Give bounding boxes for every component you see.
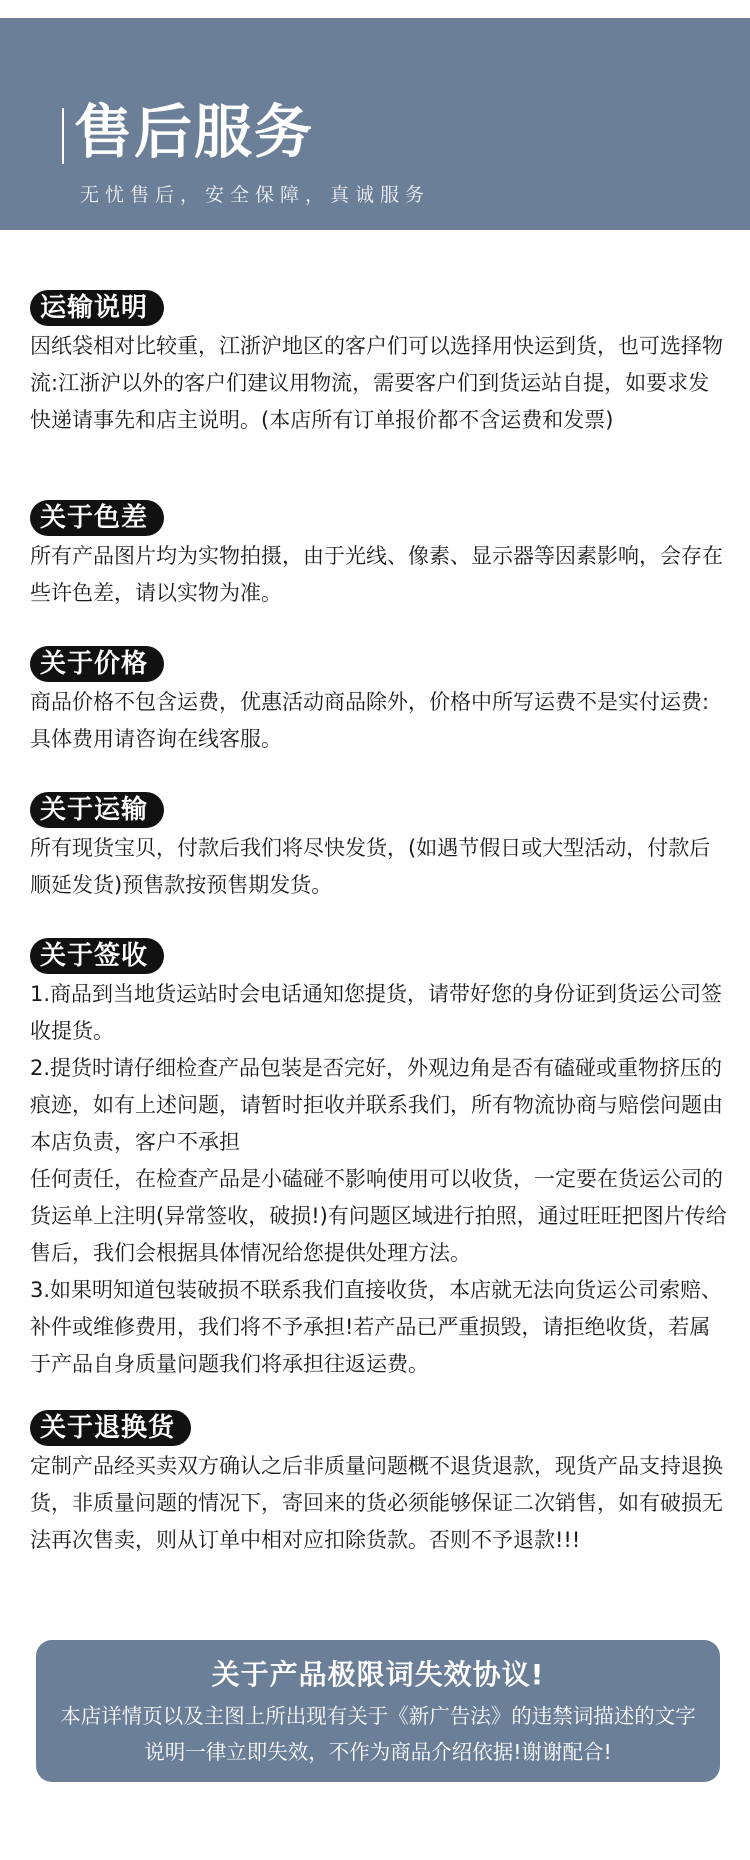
section-title: 关于价格 <box>30 646 164 682</box>
section-paragraph: 商品价格不包含运费，优惠活动商品除外，价格中所写运费不是实付运费:具体费用请咨询在线客服。 <box>30 690 710 751</box>
section-body <box>30 328 730 439</box>
section-paragraph: 1.商品到当地货运站时会电话通知您提货，请带好您的身份证到货运公司签收提货。 <box>30 982 723 1043</box>
disclaimer-box <box>36 1640 720 1782</box>
section-title: 关于退换货 <box>30 1410 191 1446</box>
section-body <box>30 538 730 612</box>
section-paragraph: 2.提货时请仔细检查产品包装是否完好，外观边角是否有磕碰或重物挤压的痕迹，如有上述问题，请暂时拒收并联系我们，所有物流协商与赔偿问题由本店负责，客户不承担 <box>30 1056 723 1154</box>
section-title: 运输说明 <box>30 290 164 326</box>
section-color-difference <box>30 500 730 612</box>
section-body <box>30 830 730 904</box>
section-paragraph: 所有产品图片均为实物拍摄，由于光线、像素、显示器等因素影响，会存在些许色差，请以实物为准。 <box>30 544 723 605</box>
section-title: 关于色差 <box>30 500 164 536</box>
disclaimer-title: 关于产品极限词失效协议! <box>211 1658 545 1691</box>
section-paragraph: 因纸袋相对比较重，江浙沪地区的客户们可以选择用快运到货，也可选择物流:江浙沪以外的客户们建议用物流，需要客户们到货运站自提，如要求发快递请事先和店主说明。(本店所有订单报价都不含运费和发票) <box>30 334 723 432</box>
section-body <box>30 684 730 758</box>
section-receipt <box>30 938 730 1383</box>
disclaimer-text: 本店详情页以及主图上所出现有关于《新广告法》的违禁词描述的文字说明一律立即失效，不作为商品介绍依据!谢谢配合! <box>60 1704 696 1764</box>
section-paragraph: 3.如果明知道包装破损不联系我们直接收货，本店就无法向货运公司索赔、补件或维修费用，我们将不予承担!若产品已严重损毁，请拒绝收货，若属于产品自身质量问题我们将承担往返运费。 <box>30 1278 723 1376</box>
section-body <box>30 1448 730 1559</box>
page-subtitle: 无忧售后，安全保障，真诚服务 <box>80 184 431 206</box>
title-accent-bar <box>62 108 64 164</box>
section-title: 关于运输 <box>30 792 164 828</box>
page-title: 售后服务 <box>74 98 315 166</box>
section-returns <box>30 1410 730 1559</box>
header-banner <box>0 18 750 230</box>
section-shipping-notes <box>30 290 730 439</box>
section-price <box>30 646 730 758</box>
section-paragraph: 所有现货宝贝，付款后我们将尽快发货，(如遇节假日或大型活动，付款后顺延发货)预售款按预售期发货。 <box>30 836 711 897</box>
section-paragraph: 定制产品经买卖双方确认之后非质量问题概不退货退款，现货产品支持退换货，非质量问题的情况下，寄回来的货必须能够保证二次销售，如有破损无法再次售卖，则从订单中相对应扣除货款。否则不予退款!!! <box>30 1454 723 1552</box>
section-transport <box>30 792 730 904</box>
section-paragraph: 任何责任，在检查产品是小磕碰不影响使用可以收货，一定要在货运公司的货运单上注明(异常签收，破损!)有问题区域进行拍照，通过旺旺把图片传给售后，我们会根据具体情况给您提供处理方法。 <box>30 1167 727 1265</box>
section-title: 关于签收 <box>30 938 164 974</box>
section-body <box>30 976 730 1383</box>
